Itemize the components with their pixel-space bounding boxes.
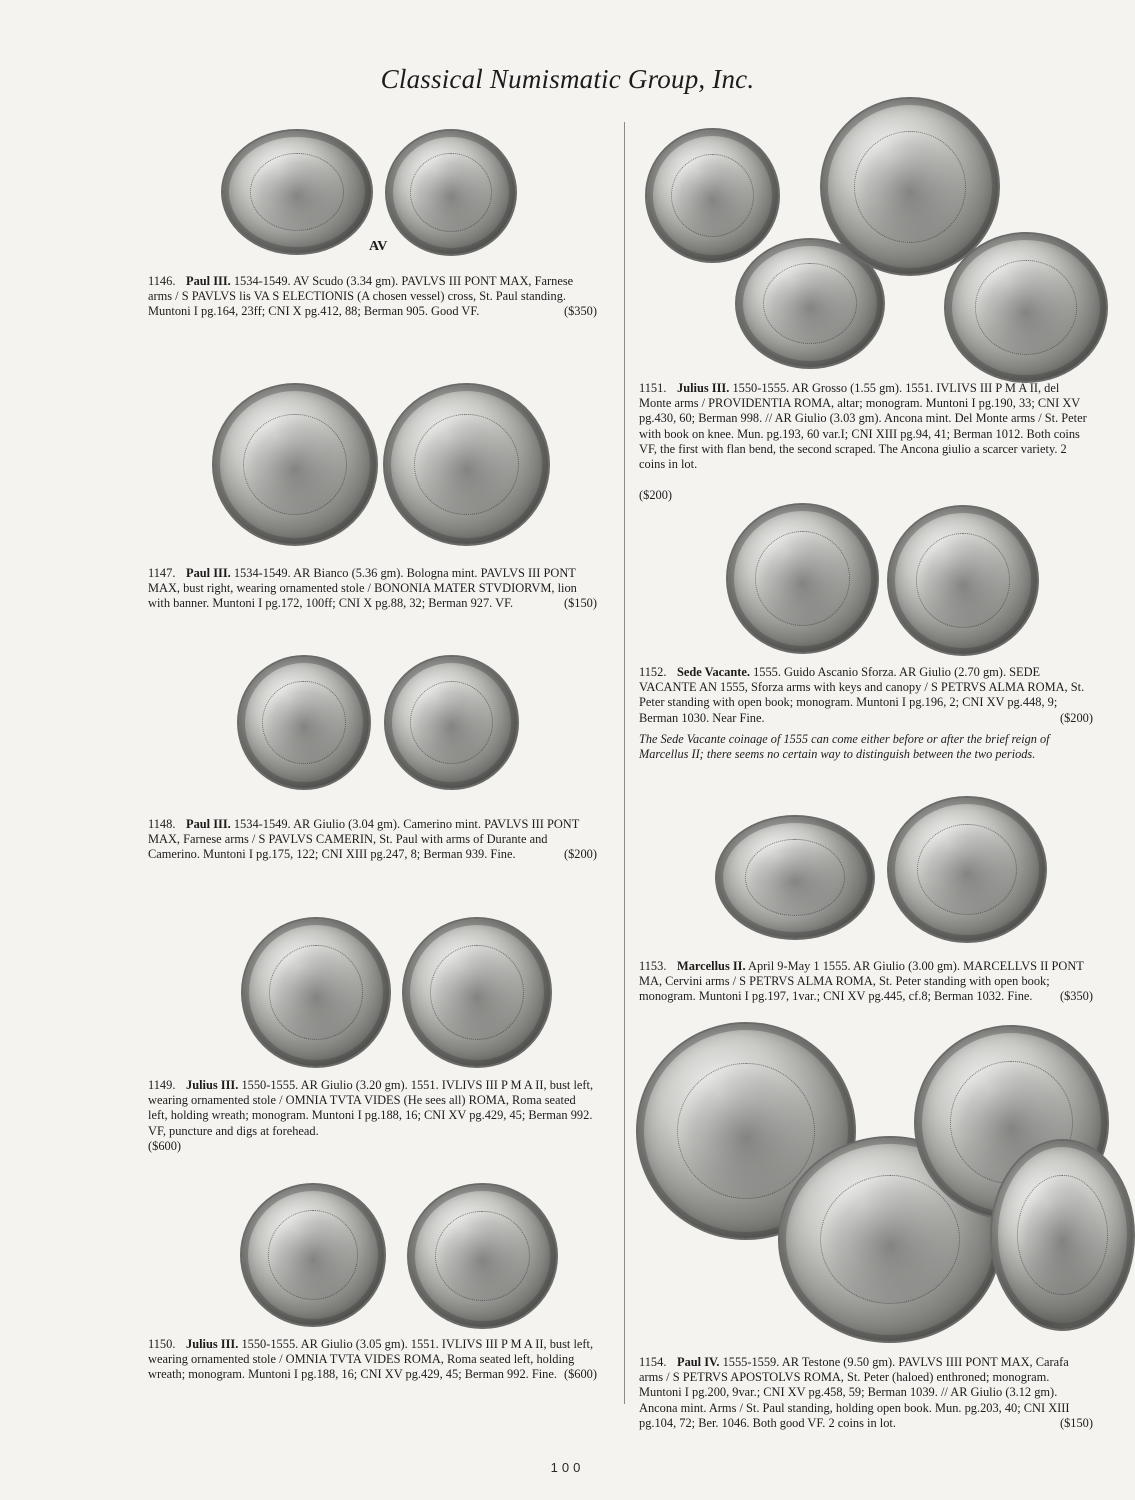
metal-mark-av: AV [369, 239, 388, 254]
coin-1153-obverse [715, 815, 875, 940]
lot-description: 1550-1555. AR Giulio (3.05 gm). 1551. IVLIVS III P M A II, bust left, wearing ornamented stole / OMNIA TVTA VIDES ROMA, Roma seated left, holding wreath; monogram. Muntoni I pg.188, 16; CNI XV pg.429, 45; Berman 992. Fine. [148, 1337, 594, 1382]
coin-1149-reverse [402, 917, 552, 1068]
lot-1152 [639, 665, 1093, 726]
lot-price: ($200) [1059, 710, 1093, 725]
lot-1149-price: ($600) [148, 1139, 182, 1153]
lot-price: ($350) [563, 304, 597, 319]
page-number: 100 [550, 1460, 585, 1475]
lot-number: 1153. [639, 959, 667, 973]
column-divider [624, 122, 625, 1404]
lot-number: 1150. [148, 1337, 176, 1351]
lot-ruler: Julius III. [677, 381, 730, 395]
lot-description: 1555. Guido Ascanio Sforza. AR Giulio (2.70 gm). SEDE VACANTE AN 1555, Sforza arms with keys and canopy / S PETRVS ALMA ROMA, St. Peter standing with open book; monogram. Muntoni I pg.196, 2; CNI XV pg.448, 9; Berman 1030. Near Fine. [639, 665, 1085, 725]
coin-1146-obverse [221, 129, 373, 255]
coin-1147-obverse [212, 383, 378, 546]
lot-1152-note: The Sede Vacante coinage of 1555 can come either before or after the brief reign of Marcellus II; there seems no certain way to distinguish between the two periods. [639, 732, 1050, 761]
coin-1152-reverse [887, 505, 1039, 656]
lot-number: 1154. [639, 1355, 667, 1369]
lot-ruler: Marcellus II. [677, 959, 746, 973]
lot-1151 [639, 381, 1093, 472]
lot-1153 [639, 959, 1093, 1005]
lot-description: 1534-1549. AV Scudo (3.34 gm). PAVLVS III PONT MAX, Farnese arms / S PAVLVS lis VA S ELECTIONIS (A chosen vessel) cross, St. Paul standing. Muntoni I pg.164, 23ff; CNI X pg.412, 88; Berman 905. Good VF. [148, 274, 574, 319]
coin-1152-obverse [726, 503, 879, 654]
lot-description: 1534-1549. AR Giulio (3.04 gm). Camerino mint. PAVLVS III PONT MAX, Farnese arms / S PAVLVS CAMERIN, St. Paul with arms of Durante and Camerino. Muntoni I pg.175, 122; CNI XIII pg.247, 8; Berman 939. Fine. [148, 817, 580, 862]
lot-description: 1555-1559. AR Testone (9.50 gm). PAVLVS IIII PONT MAX, Carafa arms / S PETRVS APOSTOLVS ROMA, St. Peter (haloed) enthroned; monogram. Muntoni I pg.200, 9var.; CNI XV pg.458, 59; Berman 1039. // AR Giulio (3.12 gm). Ancona mint. Arms / St. Paul standing, holding open book. Mun. pg.203, 40; CNI XIII pg.104, 72; Ber. 1046. Both good VF. 2 coins in lot. [639, 1355, 1070, 1430]
coin-1148-obverse [237, 655, 371, 790]
lot-price: ($350) [1059, 989, 1093, 1004]
lot-number: 1148. [148, 817, 176, 831]
lot-description: 1534-1549. AR Bianco (5.36 gm). Bologna mint. PAVLVS III PONT MAX, bust right, wearing ornamented stole / BONONIA MATER STVDIORVM, lion with banner. Muntoni I pg.172, 100ff; CNI X pg.88, 32; Berman 927. VF. [148, 566, 577, 611]
lot-ruler: Julius III. [186, 1337, 239, 1351]
lot-1151-price: ($200) [639, 488, 673, 502]
lot-ruler: Paul IV. [677, 1355, 720, 1369]
lot-description: 1550-1555. AR Grosso (1.55 gm). 1551. IVLIVS III P M A II, del Monte arms / PROVIDENTIA ROMA, altar; monogram. Muntoni I pg.190, 33; CNI XV pg.430, 60; Berman 998. // AR Giulio (3.03 gm). Ancona mint. Del Monte arms / St. Peter with book on knee. Mun. pg.193, 60 var.I; CNI XIII pg.94, 41; Berman 1012. Both coins VF, the first with flan bend, the second scraped. The Ancona giulio a scarcer variety. 2 coins in lot. [639, 381, 1087, 472]
coin-1146-reverse [385, 129, 517, 256]
coin-1153-reverse [887, 796, 1047, 943]
lot-1154 [639, 1355, 1093, 1431]
coin-1150-reverse [407, 1183, 558, 1329]
lot-number: 1147. [148, 566, 176, 580]
lot-price: ($150) [1059, 1415, 1093, 1430]
lot-ruler: Julius III. [186, 1078, 239, 1092]
coin-1149-obverse [241, 917, 391, 1068]
coin-1151-a-obverse [645, 128, 780, 263]
coin-1151-b-reverse [944, 232, 1108, 383]
lot-price: ($150) [563, 596, 597, 611]
lot-ruler: Paul III. [186, 817, 231, 831]
lot-1147 [148, 566, 597, 612]
coin-1148-reverse [384, 655, 519, 790]
lot-description: April 9-May 1 1555. AR Giulio (3.00 gm). MARCELLVS II PONT MA, Cervini arms / S PETRVS ALMA ROMA, St. Peter standing with open book; monogram. Muntoni I pg.197, 1var.; CNI XV pg.445, cf.8; Berman 1032. Fine. [639, 959, 1084, 1004]
coin-1154-b-reverse [990, 1139, 1135, 1331]
coin-1147-reverse [383, 383, 550, 546]
lot-price: ($200) [563, 847, 597, 862]
lot-ruler: Sede Vacante. [677, 665, 750, 679]
lot-description: 1550-1555. AR Giulio (3.20 gm). 1551. IVLIVS III P M A II, bust left, wearing ornamented stole / OMNIA TVTA VIDES (He sees all) ROMA, Roma seated left, holding wreath; monogram. Muntoni I pg.188, 16; CNI XV pg.429, 45; Berman 992. VF, puncture and digs at forehead. [148, 1078, 594, 1138]
lot-1150 [148, 1337, 597, 1383]
lot-1149 [148, 1078, 597, 1139]
lot-1146 [148, 274, 597, 320]
lot-price: ($600) [563, 1367, 597, 1382]
coin-1150-obverse [240, 1183, 386, 1327]
lot-ruler: Paul III. [186, 274, 231, 288]
lot-number: 1146. [148, 274, 176, 288]
lot-1148 [148, 817, 597, 863]
lot-ruler: Paul III. [186, 566, 231, 580]
lot-number: 1152. [639, 665, 667, 679]
lot-number: 1151. [639, 381, 667, 395]
catalog-header: Classical Numismatic Group, Inc. [380, 64, 755, 94]
lot-number: 1149. [148, 1078, 176, 1092]
